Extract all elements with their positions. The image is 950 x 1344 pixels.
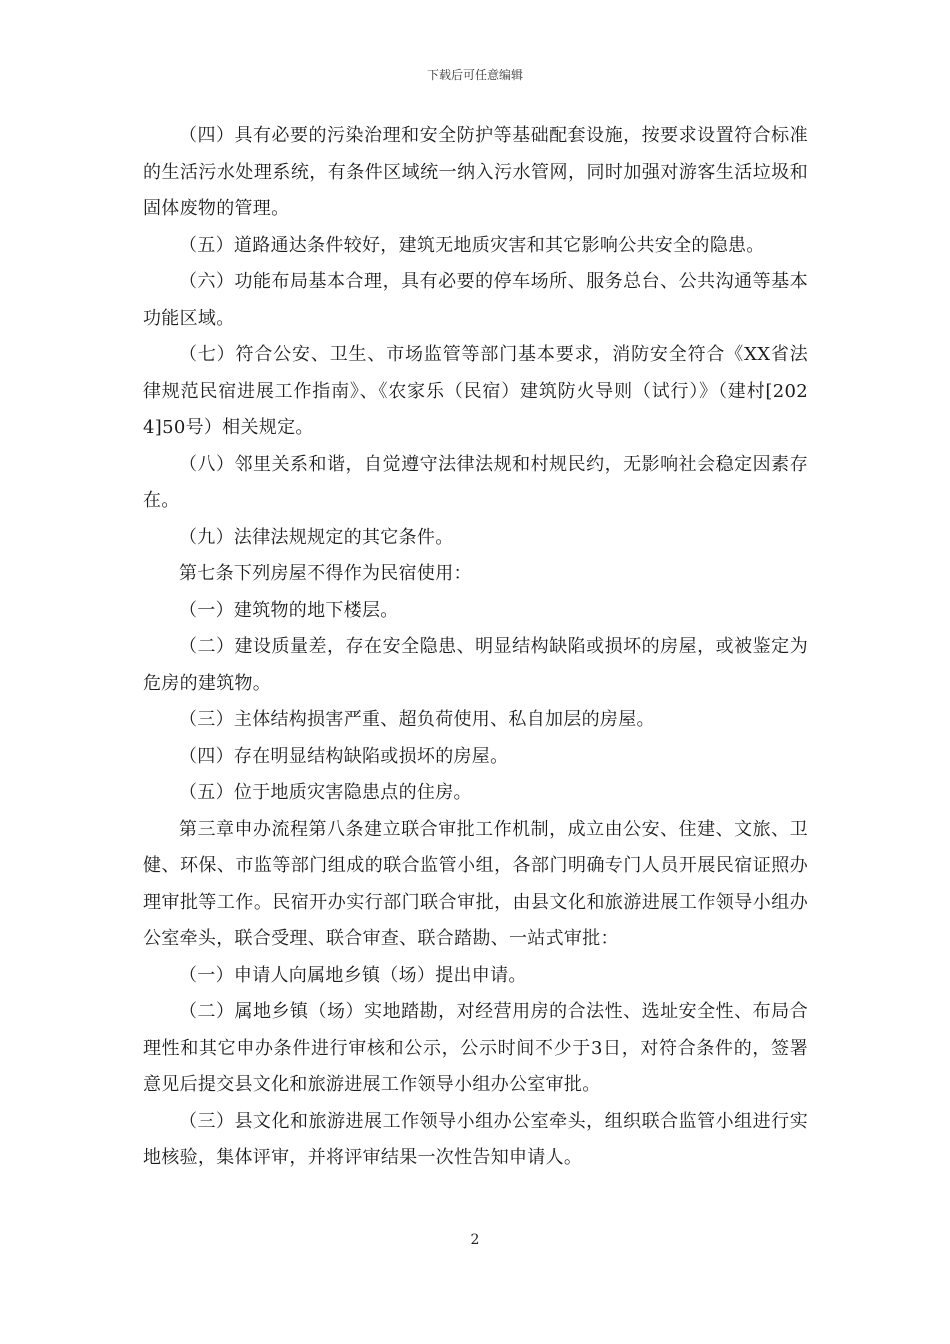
paragraph: （三）县文化和旅游进展工作领导小组办公室牵头，组织联合监管小组进行实地核验，集体评审，并将评审结果一次性告知申请人。 (143, 1110, 808, 1168)
paragraph: （九）法律法规规定的其它条件。 (179, 526, 454, 548)
paragraph: （一）申请人向属地乡镇（场）提出申请。 (179, 964, 527, 986)
paragraph: （七）符合公安、卫生、市场监管等部门基本要求，消防安全符合《XX省法律规范民宿进展工作指南》、《农家乐（民宿）建筑防火导则（试行）》（建村[2024]50号）相关规定。 (143, 344, 808, 438)
paragraph: （五）位于地质灾害隐患点的住房。 (179, 782, 472, 803)
paragraph: （四）存在明显结构缺陷或损坏的房屋。 (179, 745, 509, 767)
paragraph: （四）具有必要的污染治理和安全防护等基础配套设施，按要求设置符合标准的生活污水处理系统，有条件区域统一纳入污水管网，同时加强对游客生活垃圾和固体废物的管理。 (143, 125, 808, 219)
document-body (143, 118, 808, 1177)
page-number: 2 (470, 1232, 480, 1248)
paragraph: （三）主体结构损害严重、超负荷使用、私自加层的房屋。 (179, 709, 655, 730)
paragraph: 第七条下列房屋不得作为民宿使用： (179, 563, 472, 584)
page-header: 下载后可任意编辑 (426, 68, 523, 82)
paragraph: 第三章申办流程第八条建立联合审批工作机制，成立由公安、住建、文旅、卫健、环保、市监等部门组成的联合监管小组，各部门明确专门人员开展民宿证照办理审批等工作。民宿开办实行部门联合审批，由县文化和旅游进展工作领导小组办公室牵头，联合受理、联合审查、联合踏勘、一站式审批： (143, 818, 808, 949)
paragraph: （二）建设质量差，存在安全隐患、明显结构缺陷或损坏的房屋，或被鉴定为危房的建筑物。 (143, 636, 808, 694)
paragraph: （二）属地乡镇（场）实地踏勘，对经营用房的合法性、选址安全性、布局合理性和其它申办条件进行审核和公示，公示时间不少于3日，对符合条件的，签署意见后提交县文化和旅游进展工作领导小组办公室审批。 (143, 1001, 808, 1095)
paragraph: （一）建筑物的地下楼层。 (179, 599, 399, 621)
paragraph: （六）功能布局基本合理，具有必要的停车场所、服务总台、公共沟通等基本功能区域。 (143, 271, 808, 329)
paragraph: （五）道路通达条件较好，建筑无地质灾害和其它影响公共安全的隐患。 (179, 234, 765, 256)
paragraph: （八）邻里关系和谐，自觉遵守法律法规和村规民约，无影响社会稳定因素存在。 (143, 453, 808, 511)
